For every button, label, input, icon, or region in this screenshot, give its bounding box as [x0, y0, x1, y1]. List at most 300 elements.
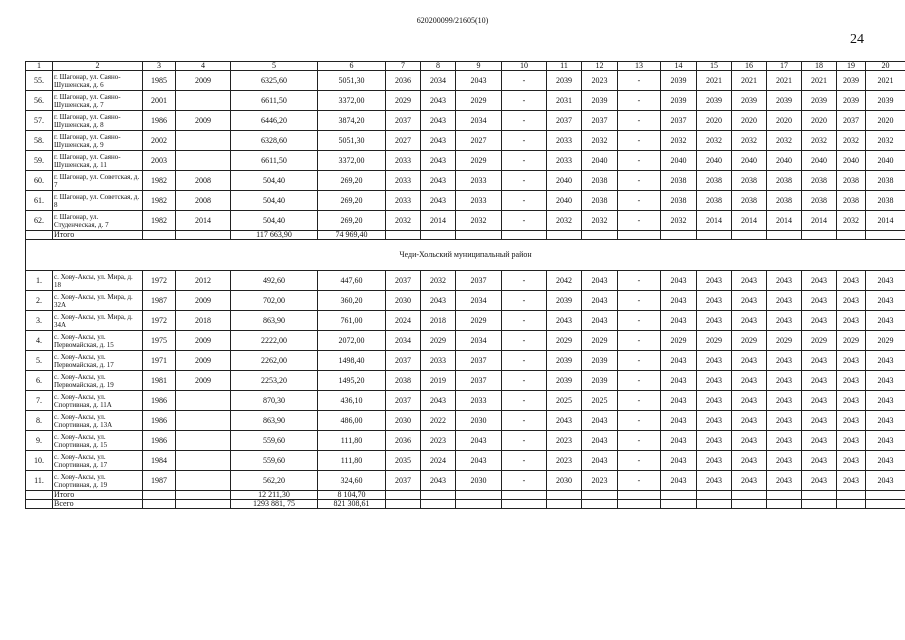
table-cell: 1986 [143, 431, 176, 451]
table-cell: 2043 [456, 451, 502, 471]
table-cell: 3372,00 [318, 151, 386, 171]
table-cell [26, 231, 53, 240]
table-cell: 2043 [866, 271, 905, 291]
table-cell: 2029 [456, 91, 502, 111]
table-cell: 2072,00 [318, 331, 386, 351]
table-cell: - [618, 131, 661, 151]
table-cell: 1 [26, 62, 53, 71]
table-cell: 2036 [386, 71, 421, 91]
table-cell: 1986 [143, 391, 176, 411]
table-cell: 117 663,90 [231, 231, 318, 240]
table-cell [176, 500, 231, 509]
table-cell: 2032 [547, 211, 582, 231]
table-cell: - [618, 371, 661, 391]
table-cell: 2043 [582, 451, 618, 471]
table-cell: - [502, 151, 547, 171]
table-row [26, 291, 905, 311]
table-cell: 2039 [732, 91, 767, 111]
table-cell: 2039 [697, 91, 732, 111]
table-cell [802, 491, 837, 500]
table-cell: 2018 [176, 311, 231, 331]
table-cell: 2038 [837, 191, 866, 211]
table-cell: 2043 [837, 371, 866, 391]
table-cell [176, 411, 231, 431]
table-cell: 2012 [176, 271, 231, 291]
table-cell: - [502, 211, 547, 231]
table-cell: 2043 [421, 151, 456, 171]
table-cell: 2014 [767, 211, 802, 231]
table-cell: - [618, 411, 661, 431]
table-cell: 2025 [547, 391, 582, 411]
table-cell [176, 131, 231, 151]
table-cell: 2032 [661, 131, 697, 151]
table-cell: 2037 [661, 111, 697, 131]
table-cell: г. Шагонар, ул. Советская, д. 7 [53, 171, 143, 191]
table-cell: 2030 [386, 291, 421, 311]
table-row [26, 311, 905, 331]
table-cell [176, 91, 231, 111]
table-cell [802, 500, 837, 509]
table-cell: г. Шагонар, ул. Саяно-Шушенская, д. 6 [53, 71, 143, 91]
table-cell: 2043 [547, 311, 582, 331]
table-cell: 2029 [386, 91, 421, 111]
table-cell: 2040 [866, 151, 905, 171]
table-cell: 2036 [386, 431, 421, 451]
table-cell: - [618, 471, 661, 491]
table-cell: 2043 [802, 451, 837, 471]
table-cell: 2043 [661, 311, 697, 331]
table-cell: 2043 [456, 71, 502, 91]
table-cell: 2037 [386, 471, 421, 491]
table-cell: 2043 [421, 391, 456, 411]
table-cell: 2043 [837, 391, 866, 411]
table-cell: 2027 [456, 131, 502, 151]
table-cell: 2029 [421, 331, 456, 351]
table-cell [802, 231, 837, 240]
table-cell: 2020 [697, 111, 732, 131]
table-cell: 1984 [143, 451, 176, 471]
table-cell: 6328,60 [231, 131, 318, 151]
table-cell: 2009 [176, 71, 231, 91]
table-row [26, 451, 905, 471]
table-cell: 2035 [386, 451, 421, 471]
table-cell: 2032 [421, 271, 456, 291]
table-cell [732, 491, 767, 500]
table-cell [837, 231, 866, 240]
table-cell [697, 491, 732, 500]
table-row [26, 371, 905, 391]
table-cell: 2043 [866, 411, 905, 431]
table-cell: 2029 [802, 331, 837, 351]
table-cell: 2024 [421, 451, 456, 471]
table-cell: 2043 [456, 431, 502, 451]
table-cell: 2043 [866, 291, 905, 311]
table-cell: 2024 [386, 311, 421, 331]
table-cell: 57. [26, 111, 53, 131]
table-cell: 2038 [732, 171, 767, 191]
table-cell [618, 500, 661, 509]
table-cell: 2021 [697, 71, 732, 91]
table-cell: 2. [26, 291, 53, 311]
table-cell: с. Хову-Аксы, ул. Спортивная, д. 19 [53, 471, 143, 491]
table-cell: 492,60 [231, 271, 318, 291]
table-cell: 2043 [582, 411, 618, 431]
table-cell: 2038 [866, 171, 905, 191]
table-cell: 2043 [732, 271, 767, 291]
table-cell: 2043 [837, 451, 866, 471]
table-cell: 2021 [767, 71, 802, 91]
table-cell: 2043 [661, 291, 697, 311]
table-cell: 2034 [456, 331, 502, 351]
table-cell: 1495,20 [318, 371, 386, 391]
table-cell [547, 500, 582, 509]
table-cell: 863,90 [231, 411, 318, 431]
table-row [26, 171, 905, 191]
table-cell: 2038 [802, 171, 837, 191]
table-cell: 2038 [837, 171, 866, 191]
table-cell [456, 231, 502, 240]
table-cell [502, 491, 547, 500]
table-cell: - [618, 331, 661, 351]
table-cell [582, 491, 618, 500]
table-cell: 2040 [802, 151, 837, 171]
table-cell: 2039 [582, 351, 618, 371]
table-cell: с. Хову-Аксы, ул. Спортивная, д. 15 [53, 431, 143, 451]
table-cell: 2043 [661, 271, 697, 291]
table-cell: 2043 [866, 391, 905, 411]
table-cell: 2043 [802, 271, 837, 291]
table-cell: 1982 [143, 211, 176, 231]
table-cell: - [502, 171, 547, 191]
table-cell: - [618, 111, 661, 131]
table-cell: 2034 [386, 331, 421, 351]
table-cell [386, 231, 421, 240]
total-row [26, 231, 905, 240]
table-cell: 2030 [547, 471, 582, 491]
table-cell: 2039 [661, 91, 697, 111]
table-cell: - [502, 391, 547, 411]
table-cell: 2043 [802, 431, 837, 451]
table-cell: - [502, 71, 547, 91]
table-cell [421, 500, 456, 509]
table-cell: 59. [26, 151, 53, 171]
table-cell: 2043 [697, 371, 732, 391]
table-cell: 2043 [697, 391, 732, 411]
table-cell: 2043 [421, 111, 456, 131]
table-cell: 2043 [767, 371, 802, 391]
table-cell: 2040 [767, 151, 802, 171]
table-cell: 2039 [582, 91, 618, 111]
table-cell: 2029 [837, 331, 866, 351]
table-cell [582, 500, 618, 509]
table-cell: 2043 [837, 351, 866, 371]
table-cell: 56. [26, 91, 53, 111]
table-cell: 4. [26, 331, 53, 351]
table-cell: г. Шагонар, ул. Саяно-Шушенская, д. 9 [53, 131, 143, 151]
table-cell: 1293 881, 75 [231, 500, 318, 509]
table-cell: 2043 [866, 311, 905, 331]
table-cell: - [502, 191, 547, 211]
table-cell: 2043 [837, 311, 866, 331]
table-cell: 2034 [456, 111, 502, 131]
table-cell: 2042 [547, 271, 582, 291]
table-cell: 8. [26, 411, 53, 431]
table-cell: 2029 [732, 331, 767, 351]
table-cell: 111,80 [318, 451, 386, 471]
table-cell [866, 500, 905, 509]
table-cell: 1498,40 [318, 351, 386, 371]
table-cell: 2043 [767, 391, 802, 411]
table-cell: г. Шагонар, ул. Советская, д. 8 [53, 191, 143, 211]
table-row [26, 131, 905, 151]
table-cell: 2039 [866, 91, 905, 111]
table-cell: 6611,50 [231, 91, 318, 111]
table-cell: 3. [26, 311, 53, 331]
table-cell: 702,00 [231, 291, 318, 311]
table-cell: 3874,20 [318, 111, 386, 131]
table-cell: с. Хову-Аксы, ул. Первомайская, д. 15 [53, 331, 143, 351]
table-cell: - [502, 471, 547, 491]
table-cell: 2262,00 [231, 351, 318, 371]
table-cell: 6611,50 [231, 151, 318, 171]
table-cell: 2018 [421, 311, 456, 331]
table-cell [143, 231, 176, 240]
table-cell: 2043 [767, 351, 802, 371]
table-cell: 2014 [802, 211, 837, 231]
table-cell: 2009 [176, 111, 231, 131]
table-cell: 2040 [837, 151, 866, 171]
table-cell: 2023 [421, 431, 456, 451]
table-cell: 2008 [176, 171, 231, 191]
table-cell: 2033 [547, 131, 582, 151]
table-cell: 2039 [802, 91, 837, 111]
table-cell: 2037 [456, 351, 502, 371]
table-row [26, 471, 905, 491]
table-cell: 1986 [143, 111, 176, 131]
table-cell: 9. [26, 431, 53, 451]
table-cell: 17 [767, 62, 802, 71]
table-cell: 2003 [143, 151, 176, 171]
table-cell: 2040 [582, 151, 618, 171]
table-cell: 2014 [176, 211, 231, 231]
table-cell [176, 471, 231, 491]
table-cell: - [618, 431, 661, 451]
table-cell: 269,20 [318, 211, 386, 231]
table-cell: 2034 [456, 291, 502, 311]
table-cell: 2038 [582, 191, 618, 211]
table-cell: 6325,60 [231, 71, 318, 91]
table-cell: г. Шагонар, ул. Саяно-Шушенская, д. 8 [53, 111, 143, 131]
table-cell [176, 431, 231, 451]
document-id: 620200099/21605(10) [416, 16, 489, 25]
table-cell: 2021 [732, 71, 767, 91]
table-cell: 2029 [456, 311, 502, 331]
table-cell: 2030 [456, 471, 502, 491]
table-cell: Итого [53, 231, 143, 240]
table-cell [386, 491, 421, 500]
table-cell: 3372,00 [318, 91, 386, 111]
table-cell: 2222,00 [231, 331, 318, 351]
table-cell: 1971 [143, 351, 176, 371]
table-cell: 2043 [697, 311, 732, 331]
table-cell: 2043 [732, 371, 767, 391]
page-number: 24 [850, 32, 864, 47]
table-cell: с. Хову-Аксы, ул. Спортивная, д. 11А [53, 391, 143, 411]
table-cell: 1982 [143, 171, 176, 191]
table-cell: 2043 [547, 411, 582, 431]
table-cell [767, 491, 802, 500]
table-cell: 2043 [837, 471, 866, 491]
table-cell: 60. [26, 171, 53, 191]
table-cell: 5051,30 [318, 131, 386, 151]
table-cell: 2038 [767, 171, 802, 191]
table-cell [661, 491, 697, 500]
table-cell: 2014 [421, 211, 456, 231]
table-cell: 2043 [767, 471, 802, 491]
table-cell: 6446,20 [231, 111, 318, 131]
table-cell: 11. [26, 471, 53, 491]
table-row [26, 191, 905, 211]
table-cell: 870,30 [231, 391, 318, 411]
table-cell: - [618, 91, 661, 111]
table-cell: 2039 [837, 71, 866, 91]
table-cell [618, 231, 661, 240]
table-cell: г. Шагонар, ул. Саяно-Шушенская, д. 7 [53, 91, 143, 111]
table-cell [732, 500, 767, 509]
table-cell: 6 [318, 62, 386, 71]
table-cell: 2027 [386, 131, 421, 151]
table-cell: 8 [421, 62, 456, 71]
table-cell [176, 151, 231, 171]
table-cell: 2038 [767, 191, 802, 211]
table-cell: 7. [26, 391, 53, 411]
table-cell: 11 [547, 62, 582, 71]
table-cell [143, 500, 176, 509]
table-row [26, 431, 905, 451]
table-cell: 2043 [697, 451, 732, 471]
table-cell: 1986 [143, 411, 176, 431]
table-cell: 2039 [547, 371, 582, 391]
table-cell: 2031 [547, 91, 582, 111]
table-cell: 12 [582, 62, 618, 71]
table-cell: 2043 [866, 431, 905, 451]
table-cell: 2043 [582, 311, 618, 331]
table-cell: - [618, 291, 661, 311]
table-cell: - [502, 351, 547, 371]
total-row [26, 491, 905, 500]
table-cell: с. Хову-Аксы, ул. Первомайская, д. 19 [53, 371, 143, 391]
table-cell: 3 [143, 62, 176, 71]
table-cell: 2043 [732, 391, 767, 411]
table-cell [456, 500, 502, 509]
table-cell: 559,60 [231, 451, 318, 471]
table-cell: 2032 [697, 131, 732, 151]
table-cell: - [618, 191, 661, 211]
table-cell: 2043 [767, 291, 802, 311]
table-cell [421, 491, 456, 500]
table-cell: 2037 [386, 391, 421, 411]
table-cell: 2043 [732, 451, 767, 471]
table-cell: 2038 [866, 191, 905, 211]
table-cell: 2 [53, 62, 143, 71]
table-cell: 2040 [732, 151, 767, 171]
table-cell: 2043 [802, 351, 837, 371]
table-cell: - [502, 271, 547, 291]
table-cell: 2043 [732, 311, 767, 331]
table-cell: 2043 [767, 311, 802, 331]
table-cell [697, 231, 732, 240]
table-cell: 2043 [866, 451, 905, 471]
table-cell: 1982 [143, 191, 176, 211]
table-cell: 2043 [697, 431, 732, 451]
table-cell: с. Хову-Аксы, ул. Мира, д. 32А [53, 291, 143, 311]
table-cell: 1981 [143, 371, 176, 391]
table-cell: 436,10 [318, 391, 386, 411]
table-cell [26, 500, 53, 509]
table-cell: Чеди-Хольский муниципальный район [26, 240, 905, 271]
table-cell: - [618, 211, 661, 231]
table-cell [502, 231, 547, 240]
table-cell: - [502, 371, 547, 391]
table-cell [547, 491, 582, 500]
table-body [26, 62, 905, 509]
table-cell: 2038 [661, 191, 697, 211]
table-cell: 2032 [802, 131, 837, 151]
table-cell: 2043 [661, 411, 697, 431]
table-cell: 269,20 [318, 171, 386, 191]
table-cell: 7 [386, 62, 421, 71]
table-cell: 2038 [802, 191, 837, 211]
housing-repair-table [25, 61, 905, 509]
table-cell: 2009 [176, 371, 231, 391]
table-cell: 863,90 [231, 311, 318, 331]
table-cell: - [502, 431, 547, 451]
table-cell: 2034 [421, 71, 456, 91]
table-cell: с. Хову-Аксы, ул. Мира, д. 34А [53, 311, 143, 331]
table-cell: 15 [697, 62, 732, 71]
section-title-row [26, 240, 905, 271]
table-cell: 2029 [456, 151, 502, 171]
table-cell: 9 [456, 62, 502, 71]
table-cell: 2043 [732, 351, 767, 371]
table-cell: 5. [26, 351, 53, 371]
table-cell: 2043 [421, 131, 456, 151]
table-cell: 1987 [143, 291, 176, 311]
table-cell: - [618, 311, 661, 331]
table-cell: 2033 [386, 171, 421, 191]
table-cell: 2032 [837, 131, 866, 151]
table-cell [767, 231, 802, 240]
table-cell: 8 104,70 [318, 491, 386, 500]
table-cell: 2033 [386, 191, 421, 211]
table-row [26, 331, 905, 351]
column-number-row [26, 62, 905, 71]
table-cell: 2023 [582, 71, 618, 91]
table-cell: 2043 [732, 471, 767, 491]
table-cell [866, 231, 905, 240]
table-row [26, 111, 905, 131]
table-cell: 504,40 [231, 211, 318, 231]
table-cell: 2038 [732, 191, 767, 211]
table-cell: 1. [26, 271, 53, 291]
table-cell: 2043 [697, 291, 732, 311]
table-cell: 2043 [732, 411, 767, 431]
table-cell: 2039 [582, 371, 618, 391]
table-cell [456, 491, 502, 500]
table-cell: 2043 [421, 191, 456, 211]
table-cell: 5051,30 [318, 71, 386, 91]
table-cell [502, 500, 547, 509]
